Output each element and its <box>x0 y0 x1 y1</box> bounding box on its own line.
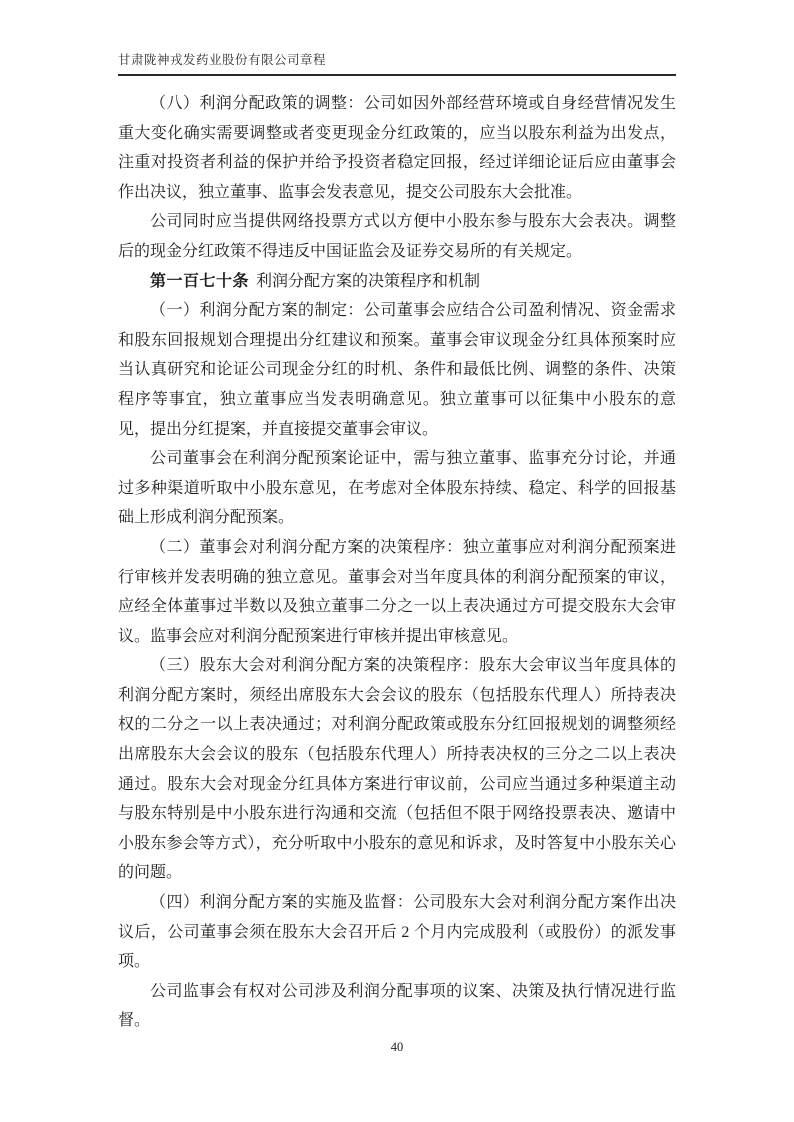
paragraph: 公司董事会在利润分配预案论证中，需与独立董事、监事充分讨论，并通过多种渠道听取中小股东意见，在考虑对全体股东持续、稳定、科学的回报基础上形成利润分配预案。 <box>118 450 676 527</box>
document-body <box>118 89 676 1036</box>
paragraph: （三）股东大会对利润分配方案的决策程序：股东大会审议当年度具体的利润分配方案时，须经出席股东大会会议的股东（包括股东代理人）所持表决权的二分之一以上表决通过；对利润分配政策或股东分红回报规划的调整须经出席股东大会会议的股东（包括股东代理人）所持表决权的三分之二以上表决通过。股东大会对现金分红具体方案进行审议前，公司应当通过多种渠道主动与股东特别是中小股东进行沟通和交流（包括但不限于网络投票表决、邀请中小股东参会等方式），充分听取中小股东的意见和诉求，及时答复中小股东关心的问题。 <box>118 657 676 882</box>
header-title: 甘肃陇神戎发药业股份有限公司章程 <box>118 53 327 67</box>
paragraph: （一）利润分配方案的制定：公司董事会应结合公司盈利情况、资金需求和股东回报规划合理提出分红建议和预案。董事会审议现金分红具体预案时应当认真研究和论证公司现金分红的时机、条件和最低比例、调整的条件、决策程序等事宜，独立董事应当发表明确意见。独立董事可以征集中小股东的意见，提出分红提案，并直接提交董事会审议。 <box>118 302 676 438</box>
header-rule <box>118 74 676 76</box>
article-number: 第一百七十条 <box>150 272 250 290</box>
page-number: 40 <box>390 1040 404 1054</box>
paragraph: （四）利润分配方案的实施及监督：公司股东大会对利润分配方案作出决议后，公司董事会须在股东大会召开后 2 个月内完成股利（或股份）的派发事项。 <box>118 894 676 971</box>
paragraph: 公司同时应当提供网络投票方式以方便中小股东参与股东大会表决。调整后的现金分红政策不得违反中国证监会及证券交易所的有关规定。 <box>118 213 676 260</box>
paragraph: 公司监事会有权对公司涉及利润分配事项的议案、决策及执行情况进行监督。 <box>118 982 676 1030</box>
paragraph: （八）利润分配政策的调整：公司如因外部经营环境或自身经营情况发生重大变化确实需要调整或者变更现金分红政策的，应当以股东利益为出发点，注重对投资者利益的保护并给予投资者稳定回报，经过详细论证后应由董事会作出决议，独立董事、监事会发表意见，提交公司股东大会批准。 <box>118 95 676 201</box>
paragraph: （二）董事会对利润分配方案的决策程序：独立董事应对利润分配预案进行审核并发表明确的独立意见。董事会对当年度具体的利润分配预案的审议，应经全体董事过半数以及独立董事二分之一以上表决通过方可提交股东大会审议。监事会应对利润分配预案进行审核并提出审核意见。 <box>118 538 676 645</box>
document-header <box>118 53 676 76</box>
article-title: 利润分配方案的决策程序和机制 <box>256 272 481 290</box>
page-footer <box>0 1038 794 1056</box>
article-heading <box>118 267 676 297</box>
